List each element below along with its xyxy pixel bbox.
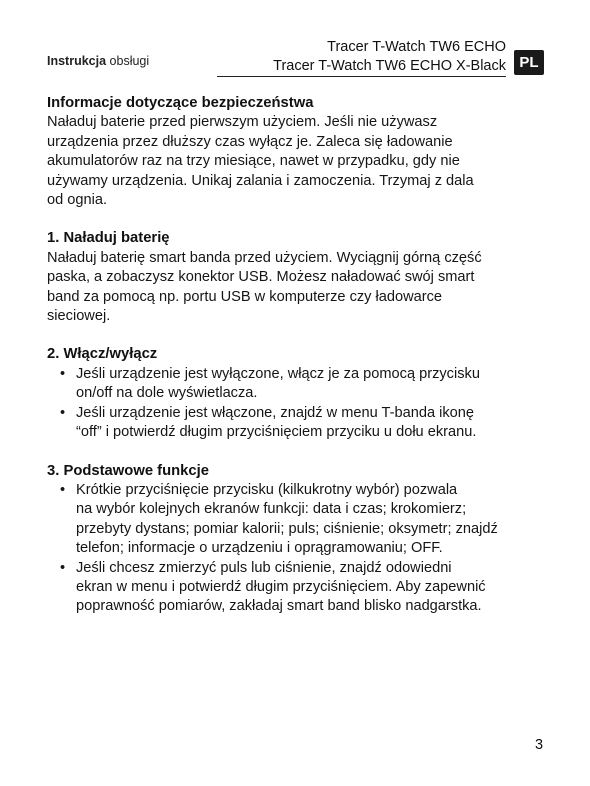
section-heading: 3. Podstawowe funkcje	[47, 462, 209, 479]
text-line: Jeśli chcesz zmierzyć puls lub ciśnienie, znajdź odowiedni	[76, 559, 452, 576]
header-manual-bold: Instrukcja	[47, 54, 107, 68]
bullet-list	[47, 481, 547, 617]
text-line: urządzenia przez dłuższy czas wyłącz je. Zaleca się ładowanie	[47, 133, 453, 150]
text-line: ekran w menu i potwierdź długim przyciśnięciem. Aby zapewnić	[76, 578, 486, 595]
list-item	[47, 404, 547, 443]
text-line: przebyty dystans; pomiar kalorii; puls; ciśnienie; oksymetr; znajdź	[76, 520, 498, 537]
header-manual-label	[47, 54, 149, 68]
section-heading: 1. Naładuj baterię	[47, 230, 170, 247]
section-heading: 2. Włącz/wyłącz	[47, 346, 158, 363]
text-line: telefon; informacje o urządzeniu i oprągramowaniu; OFF.	[76, 540, 443, 557]
section-safety	[47, 94, 547, 210]
section-charge	[47, 229, 547, 326]
header-product-title	[273, 38, 506, 76]
bullet-list	[47, 365, 547, 443]
text-line: Jeśli urządzenie jest wyłączone, włącz je za pomocą przycisku	[76, 365, 480, 382]
product-title-line2: Tracer T-Watch TW6 ECHO X-Black	[273, 58, 506, 74]
section-heading: Informacje dotyczące bezpieczeństwa	[47, 95, 314, 111]
text-line: Jeśli urządzenie jest włączone, znajdź w menu T-banda ikonę	[76, 404, 475, 421]
manual-content	[47, 94, 547, 636]
text-line: poprawność pomiarów, zakładaj smart band blisko nadgarstka.	[76, 598, 482, 615]
section-paragraph	[47, 113, 547, 210]
text-line: on/off na dole wyświetlacza.	[76, 385, 258, 402]
list-item	[47, 481, 547, 559]
section-paragraph	[47, 249, 547, 327]
section-power	[47, 345, 547, 442]
text-line: używamy urządzenia. Unikaj zalania i zamoczenia. Trzymaj z dala	[47, 172, 474, 189]
list-item	[47, 559, 547, 617]
text-line: akumulatorów raz na trzy miesiące, nawet w przypadku, gdy nie	[47, 153, 460, 170]
text-line: band za pomocą np. portu USB w komputerze czy ładowarce	[47, 288, 443, 305]
text-line: sieciowej.	[47, 308, 111, 325]
text-line: na wybór kolejnych ekranów funkcji: data i czas; krokomierz;	[76, 501, 467, 518]
text-line: Naładuj baterie przed pierwszym użyciem. Jeśli nie używasz	[47, 114, 438, 131]
language-badge: PL	[514, 50, 544, 75]
list-item	[47, 365, 547, 404]
text-line: paska, a zobaczysz konektor USB. Możesz naładować swój smart	[47, 269, 475, 286]
header-manual-regular: obsługi	[109, 54, 150, 68]
section-basic-functions	[47, 462, 547, 617]
text-line: “off” i potwierdź długim przyciśnięciem przyciku u dołu ekranu.	[76, 424, 477, 441]
text-line: od ognia.	[47, 192, 108, 209]
page-number: 3	[535, 737, 544, 753]
text-line: Naładuj baterię smart banda przed użyciem. Wyciągnij górną część	[47, 249, 482, 266]
text-line: Krótkie przyciśnięcie przycisku (kilkukrotny wybór) pozwala	[76, 481, 458, 498]
header-divider	[217, 76, 506, 77]
product-title-line1: Tracer T-Watch TW6 ECHO	[327, 39, 506, 55]
